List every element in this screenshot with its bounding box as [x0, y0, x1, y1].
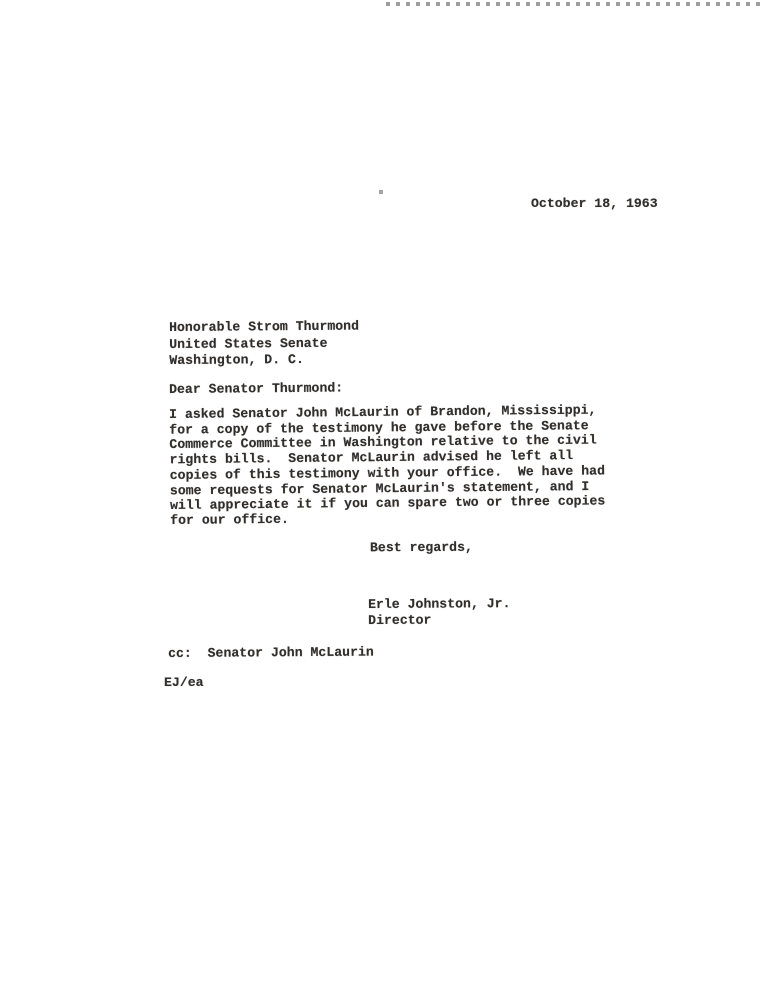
letter-date: October 18, 1963: [531, 196, 658, 211]
body-line: I asked Senator John McLaurin of Brandon, Mississippi,: [169, 402, 597, 422]
body-line: some requests for Senator McLaurin's statement, and I: [169, 479, 590, 499]
recipient-city: Washington, D. C.: [169, 352, 304, 369]
reference-initials: EJ/ea: [164, 675, 204, 690]
recipient-address-block: [169, 319, 359, 370]
body-line: for our office.: [170, 512, 289, 529]
letter-body: [169, 402, 606, 528]
salutation: Dear Senator Thurmond:: [169, 380, 344, 397]
recipient-name: Honorable Strom Thurmond: [169, 318, 360, 335]
signature-block: [368, 596, 511, 628]
complimentary-closing: Best regards,: [369, 539, 473, 556]
scan-artifact-speck: [379, 190, 383, 194]
body-line: will appreciate it if you can spare two or three copies: [169, 493, 606, 514]
body-line: for a copy of the testimony he gave before the Senate: [169, 418, 589, 438]
body-line: Commerce Committee in Washington relative to the civil: [169, 432, 597, 453]
signature-title: Director: [368, 612, 432, 628]
recipient-org: United States Senate: [169, 335, 328, 352]
body-line: copies of this testimony with your office. We have had: [169, 463, 606, 483]
cc-line: cc: Senator John McLaurin: [168, 644, 374, 661]
perforation-dots: [386, 2, 763, 6]
body-line: rights bills. Senator McLaurin advised he left all: [169, 447, 574, 467]
signature-name: Erle Johnston, Jr.: [368, 596, 511, 612]
